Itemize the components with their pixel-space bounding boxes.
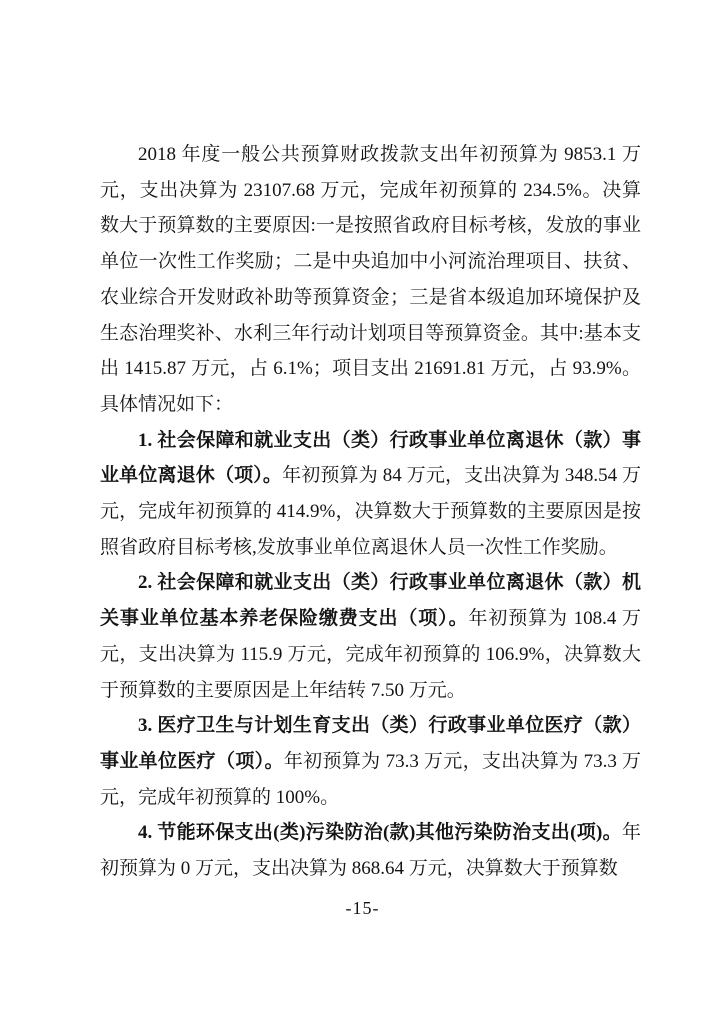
item-3-body-run: 年初预算为 73.3 万元，支出决算为 73.3 万元，完成年初预算的 100%。 xyxy=(100,750,641,808)
paragraph-item-1 xyxy=(100,423,641,566)
item-3-heading-run: 3. 医疗卫生与计划生育支出（类）行政事业单位医疗（款）事业单位医疗（项）。 xyxy=(100,715,641,772)
item-4-body-run: 年初预算为 0 万元，支出决算为 868.64 万元，决算数大于预算数 xyxy=(100,822,641,880)
item-2-heading-run: 2. 社会保障和就业支出（类）行政事业单位离退休（款）机关事业单位基本养老保险缴费支出（项）。 xyxy=(100,572,641,630)
page-number: -15- xyxy=(345,898,380,918)
item-1-body-run: 年初预算为 84 万元，支出决算为 348.54 万元，完成年初预算的 414.9%，决算数大于预算数的主要原因是按照省政府目标考核,发放事业单位离退休人员一次性工作奖励。 xyxy=(100,465,641,558)
paragraph-item-2 xyxy=(100,565,641,708)
item-1-heading-run: 1. 社会保障和就业支出（类）行政事业单位离退休（款）事业单位离退休（项）。 xyxy=(100,429,641,487)
paragraph-intro xyxy=(100,137,641,423)
paragraph-item-3 xyxy=(100,708,641,815)
document-body xyxy=(100,137,641,887)
body-text-run: 2018 年度一般公共预算财政拨款支出年初预算为 9853.1 万元，支出决算为 23107.68 万元，完成年初预算的 234.5%。决算数大于预算数的主要原因:一是按照省政府目标考核，发放的事业单位一次性工作奖励；二是中央追加中小河流治理项目、扶贫、农业综合开发财政补助等预算资金；三是省本级追加环境保护及生态治理奖补、水利三年行动计划项目等预算资金。其中:基本支出 1415.87 万元，占 6.1%；项目支出 21691.81 万元，占 93.9%。具体情况如下： xyxy=(100,144,641,415)
item-4-heading-run: 4. 节能环保支出(类)污染防治(款)其他污染防治支出(项)。 xyxy=(138,822,622,844)
item-2-body-run: 年初预算为 108.4 万元，支出决算为 115.9 万元，完成年初预算的 106.9%，决算数大于预算数的主要原因是上年结转 7.50 万元。 xyxy=(100,608,641,701)
paragraph-item-4 xyxy=(100,815,641,886)
